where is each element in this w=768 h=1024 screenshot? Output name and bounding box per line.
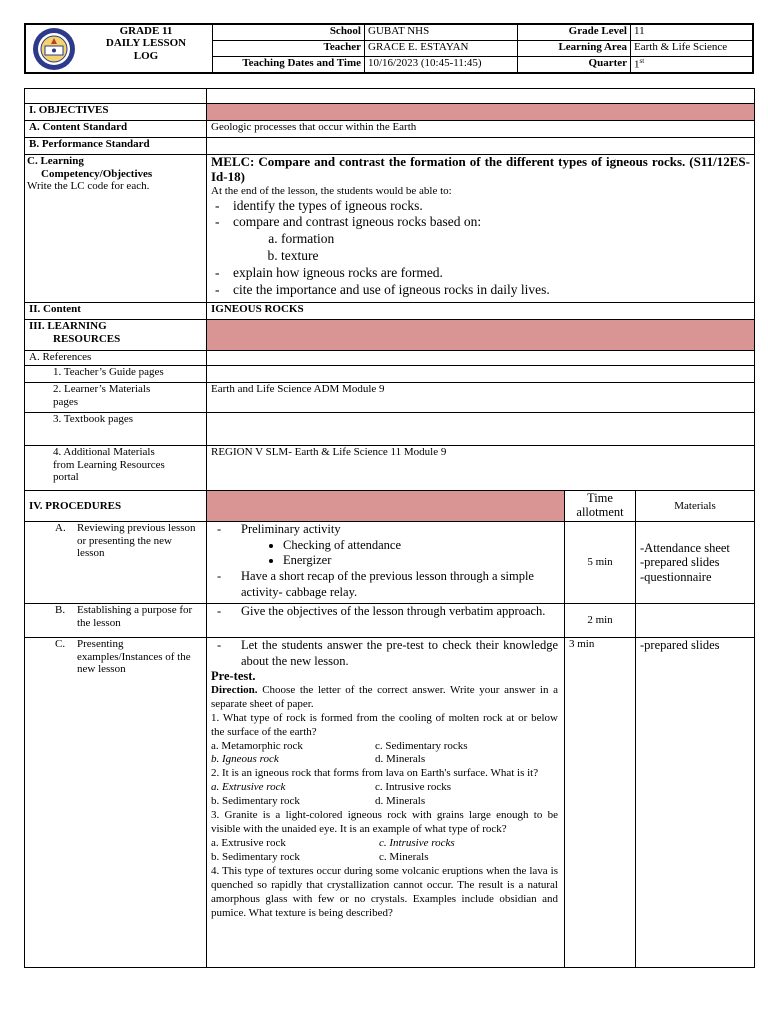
proc-a-item-2: - Have a short recap of the previous lesson through a simple activity- cabbage relay.	[241, 569, 560, 600]
proc-a-list	[211, 522, 560, 538]
proc-b-letter: B.	[55, 604, 66, 616]
proc-b-materials	[636, 604, 755, 638]
melc-text: MELC: Compare and contrast the formation of the different types of igneous rocks. (S11/12ES-Id-18)	[211, 154, 750, 184]
q2-option-c: c. Intrusive rocks	[375, 781, 452, 794]
performance-standard-value	[207, 138, 755, 155]
question-3: 3. Granite is a light-colored igneous rock with grains large enough to be visible with the unaided eye. It is an example of what type of rock?	[211, 809, 558, 836]
performance-standard-label: B. Performance Standard	[25, 138, 207, 155]
time-header	[565, 491, 636, 522]
time-header-2: allotment	[576, 505, 624, 519]
procedures-fill	[207, 491, 565, 522]
title-line-3: LOG	[133, 49, 159, 62]
q1-option-c: c. Sedimentary rocks	[375, 739, 468, 752]
proc-c-materials: -prepared slides	[636, 638, 755, 968]
objectives-heading: I. OBJECTIVES	[25, 104, 207, 121]
resources-heading-2: RESOURCES	[53, 332, 121, 345]
blank-cell	[25, 89, 207, 104]
blank-cell	[207, 89, 755, 104]
proc-b-label: Establishing a purpose for the lesson	[77, 604, 193, 629]
procedures-heading: IV. PROCEDURES	[25, 491, 207, 522]
proc-a-material-1: -Attendance sheet	[640, 540, 730, 555]
q1-options-row-2	[211, 753, 558, 767]
objective-list	[211, 198, 750, 232]
content-standard-value: Geologic processes that occur within the Earth	[207, 121, 755, 138]
question-1: 1. What type of rock is formed from the cooling of molten rock at or below the surface of the earth?	[211, 711, 558, 738]
add-value: REGION V SLM- Earth & Life Science 11 Module 9	[207, 446, 755, 491]
q1-option-b: b. Igneous rock	[211, 753, 279, 766]
content-value: IGNEOUS ROCKS	[207, 303, 755, 320]
content-heading: II. Content	[25, 303, 207, 320]
direction-text: Choose the letter of the correct answer. Write your answer in a separate sheet of paper.	[211, 683, 558, 710]
resources-fill	[207, 320, 755, 351]
proc-c-label-cell	[25, 638, 207, 968]
quarter-label: Quarter	[518, 57, 631, 74]
quarter-suffix: st	[639, 57, 645, 65]
proc-a-list-2	[211, 569, 560, 600]
proc-b-list	[211, 604, 560, 620]
q1-option-a: a. Metamorphic rock	[211, 739, 303, 752]
proc-a-material-2: -prepared slides	[640, 555, 720, 570]
resources-heading-1: III. LEARNING	[29, 320, 107, 332]
grade-level-label: Grade Level	[518, 24, 631, 41]
teacher-value: GRACE E. ESTAYAN	[365, 41, 518, 57]
proc-c-item: - Let the students answer the pre-test to check their knowledge about the new lesson.	[241, 638, 558, 669]
lm-label-2: pages	[53, 395, 79, 408]
title-line-1: GRADE 11	[119, 25, 173, 37]
objective-sub-list	[211, 231, 750, 265]
dll-title	[80, 24, 213, 73]
proc-c-letter: C.	[55, 638, 66, 650]
lesson-log-table	[24, 88, 755, 968]
add-label-cell	[25, 446, 207, 491]
q3-options-row-2	[211, 851, 558, 865]
add-label-3: portal	[53, 471, 79, 484]
add-label-1: 4. Additional Materials	[53, 446, 155, 458]
seal-cell	[25, 24, 80, 73]
teacher-label: Teacher	[213, 41, 365, 57]
lc-content-cell	[207, 155, 755, 303]
quarter-value	[631, 57, 754, 74]
q2-options-row-1	[211, 781, 558, 795]
dates-value: 10/16/2023 (10:45-11:45)	[365, 57, 518, 74]
q3-option-d: c. Minerals	[379, 851, 429, 864]
deped-seal-logo	[32, 27, 76, 71]
proc-a-material-3: -questionnaire	[640, 569, 712, 584]
tb-value	[207, 413, 755, 446]
proc-c-label: Presenting examples/Instances of the new lesson	[77, 638, 191, 676]
direction-label: Direction.	[211, 683, 258, 696]
q3-option-c: c. Intrusive rocks	[379, 837, 455, 850]
tb-label: 3. Textbook pages	[25, 413, 207, 446]
question-2: 2. It is an igneous rock that forms from lava on Earth's surface. What is it?	[211, 767, 539, 780]
objective-item-4: - cite the importance and use of igneous rocks in daily lives.	[233, 282, 750, 299]
materials-header: Materials	[636, 491, 755, 522]
proc-a-materials	[636, 522, 755, 604]
lc-label-cell	[25, 155, 207, 303]
proc-a-time: 5 min	[565, 522, 636, 604]
proc-a-label: Reviewing previous lesson or presenting the new lesson	[77, 522, 196, 560]
question-4: 4. This type of textures occur during some volcanic eruptions when the lava is quenched so rapidly that crystallization cannot occur. The result is a natural amorphous glass with few or no crystals. Examples include obsidian and pumice. What texture is being described?	[211, 865, 558, 920]
lc-label-1: C. Learning	[27, 155, 84, 167]
quarter-number: 1	[634, 58, 640, 71]
pretest-title: Pre-test.	[211, 669, 256, 684]
add-label-2: from Learning Resources	[53, 458, 165, 471]
time-header-1: Time	[587, 491, 613, 506]
q3-option-a: a. Extrusive rock	[211, 837, 286, 850]
school-value: GUBAT NHS	[365, 24, 518, 41]
proc-a-item-1: - Preliminary activity	[241, 522, 560, 538]
lc-label-3: Write the LC code for each.	[27, 180, 150, 193]
proc-a-sub-list	[211, 538, 560, 569]
q1-options-row-1	[211, 740, 558, 754]
references-label: A. References	[25, 351, 207, 366]
q2-options-row-2	[211, 795, 558, 809]
title-line-2: DAILY LESSON	[105, 37, 187, 50]
lm-label-cell	[25, 383, 207, 413]
header-table	[24, 23, 754, 74]
objective-sub-item-1: a. formation	[281, 231, 750, 248]
objective-item-3: - explain how igneous rocks are formed.	[233, 265, 750, 282]
q3-options-row-1	[211, 837, 558, 851]
objective-list-2	[211, 265, 750, 299]
proc-a-sub-item-2: • Energizer	[283, 553, 560, 569]
lm-value: Earth and Life Science ADM Module 9	[207, 383, 755, 413]
objective-item-1: - identify the types of igneous rocks.	[233, 198, 750, 215]
proc-b-time: 2 min	[565, 604, 636, 638]
learning-area-value: Earth & Life Science	[631, 41, 754, 57]
lc-label-2: Competency/Objectives	[41, 167, 153, 180]
grade-level-value: 11	[631, 24, 754, 41]
proc-c-content	[207, 638, 565, 968]
objective-sub-item-2: b. texture	[281, 248, 750, 265]
proc-c-list	[211, 638, 558, 669]
school-label: School	[213, 24, 365, 41]
proc-b-content	[207, 604, 565, 638]
q2-option-a: a. Extrusive rock	[211, 781, 286, 794]
proc-b-item: - Give the objectives of the lesson through verbatim approach.	[241, 604, 560, 620]
objectives-fill	[207, 104, 755, 121]
pretest-direction	[211, 684, 558, 712]
proc-a-content	[207, 522, 565, 604]
learning-area-label: Learning Area	[518, 41, 631, 57]
lm-label-1: 2. Learner’s Materials	[53, 383, 151, 395]
dates-label: Teaching Dates and Time	[213, 57, 365, 74]
content-standard-label: A. Content Standard	[25, 121, 207, 138]
q3-option-b: b. Sedimentary rock	[211, 851, 300, 864]
tg-label: 1. Teacher’s Guide pages	[25, 366, 207, 383]
q2-option-d: d. Minerals	[375, 795, 426, 808]
proc-a-label-cell	[25, 522, 207, 604]
references-value	[207, 351, 755, 366]
proc-a-letter: A.	[55, 522, 66, 534]
proc-b-label-cell	[25, 604, 207, 638]
proc-c-time: 3 min	[565, 638, 636, 968]
lc-intro: At the end of the lesson, the students would be able to:	[211, 184, 452, 197]
proc-a-sub-item-1: • Checking of attendance	[283, 538, 560, 554]
objective-item-2: - compare and contrast igneous rocks based on:	[233, 214, 750, 231]
tg-value	[207, 366, 755, 383]
resources-heading-cell	[25, 320, 207, 351]
q1-option-d: d. Minerals	[375, 753, 426, 766]
q2-option-b: b. Sedimentary rock	[211, 795, 300, 808]
